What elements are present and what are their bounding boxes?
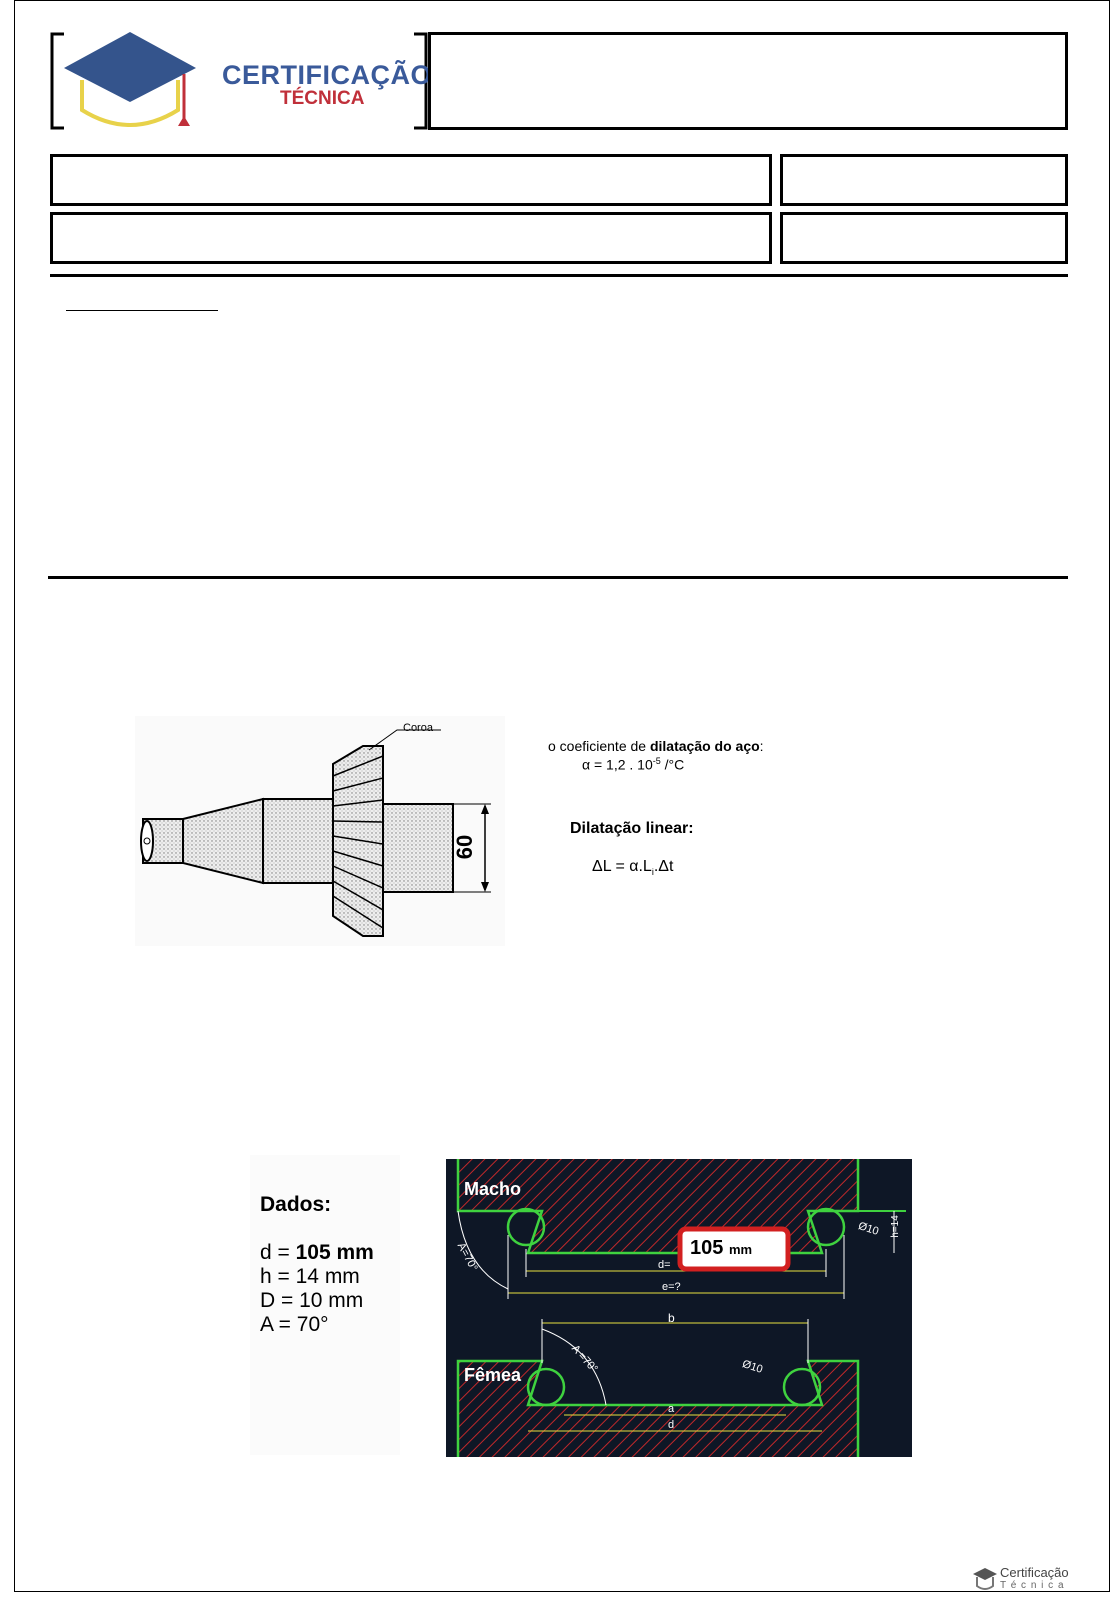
crown-label: Coroa [403,722,433,734]
formula-main: ΔL = α.L [592,858,652,875]
highlight-value [690,1237,752,1260]
alpha-unit: /°C [660,756,685,773]
dados-title: Dados: [260,1193,332,1216]
b-label: b [668,1311,675,1325]
coef-colon: : [759,738,764,754]
dovetail-figure [446,1159,912,1457]
h-label: h=14 [889,1215,901,1238]
formula-sub: i [651,867,654,878]
gear-shaft-figure [135,716,505,946]
dados-prefix: h = [260,1265,296,1288]
alpha-line [582,756,684,773]
dados-value: 105 mm [295,1241,374,1264]
highlight-number: 105 [690,1237,724,1259]
instructions-divider [48,576,1068,579]
highlight-unit: mm [728,1242,753,1257]
alpha-value: α = 1,2 . 10 [582,756,653,773]
angle-label-top: A=70° [454,1240,480,1274]
footer-brand-line2: T é c n i c a [1000,1580,1065,1591]
footer-brand-line1: Certificação [1000,1565,1069,1580]
dados-item-A [260,1313,329,1337]
dimension-60-label: 60 [452,834,478,860]
dados-value: 14 mm [295,1265,360,1288]
diameter-label-bottom: Ø10 [740,1358,765,1376]
d-label-top: d= [658,1259,671,1271]
linear-title: Dilatação linear: [570,820,694,837]
diameter-label-top: Ø10 [856,1220,881,1238]
linear-formula [592,858,673,877]
graduation-cap-icon [60,30,200,130]
dados-prefix: d = [260,1241,296,1264]
macho-label: Macho [464,1179,522,1199]
dados-prefix: D = [260,1289,300,1312]
dados-panel [250,1155,400,1455]
name-field-box [50,154,772,206]
dados-item-d [260,1241,374,1265]
coef-bold: dilatação do aço [649,738,760,754]
coef-intro: o coeficiente de [548,738,650,754]
d-label-bottom: d [668,1419,675,1431]
dados-value: 10 mm [299,1289,364,1312]
e-label: e=? [662,1281,681,1293]
formula-end: .Δt [653,858,674,875]
dados-item-h [260,1265,360,1289]
gear-shaft-drawing [135,716,505,946]
logo-subtitle: TÉCNICA [280,88,365,109]
dados-prefix: A = [260,1313,297,1336]
date-field-box [780,154,1068,206]
alpha-exponent: -5 [652,756,661,766]
dados-value: 70° [296,1313,329,1336]
footer-logo-icon [972,1566,998,1592]
femea-label: Fêmea [464,1365,522,1385]
coefficient-text [548,738,778,754]
header-divider [50,274,1068,277]
dovetail-drawing [446,1159,912,1457]
class-field-box [50,212,772,264]
grade-field-box [780,212,1068,264]
angle-label-bottom: A =70° [568,1342,600,1376]
logo-title: CERTIFICAÇÃO [222,60,432,90]
dados-item-D [260,1289,363,1313]
header-title-box [428,32,1068,130]
section-underline [66,310,218,311]
a-label: a [668,1403,675,1415]
